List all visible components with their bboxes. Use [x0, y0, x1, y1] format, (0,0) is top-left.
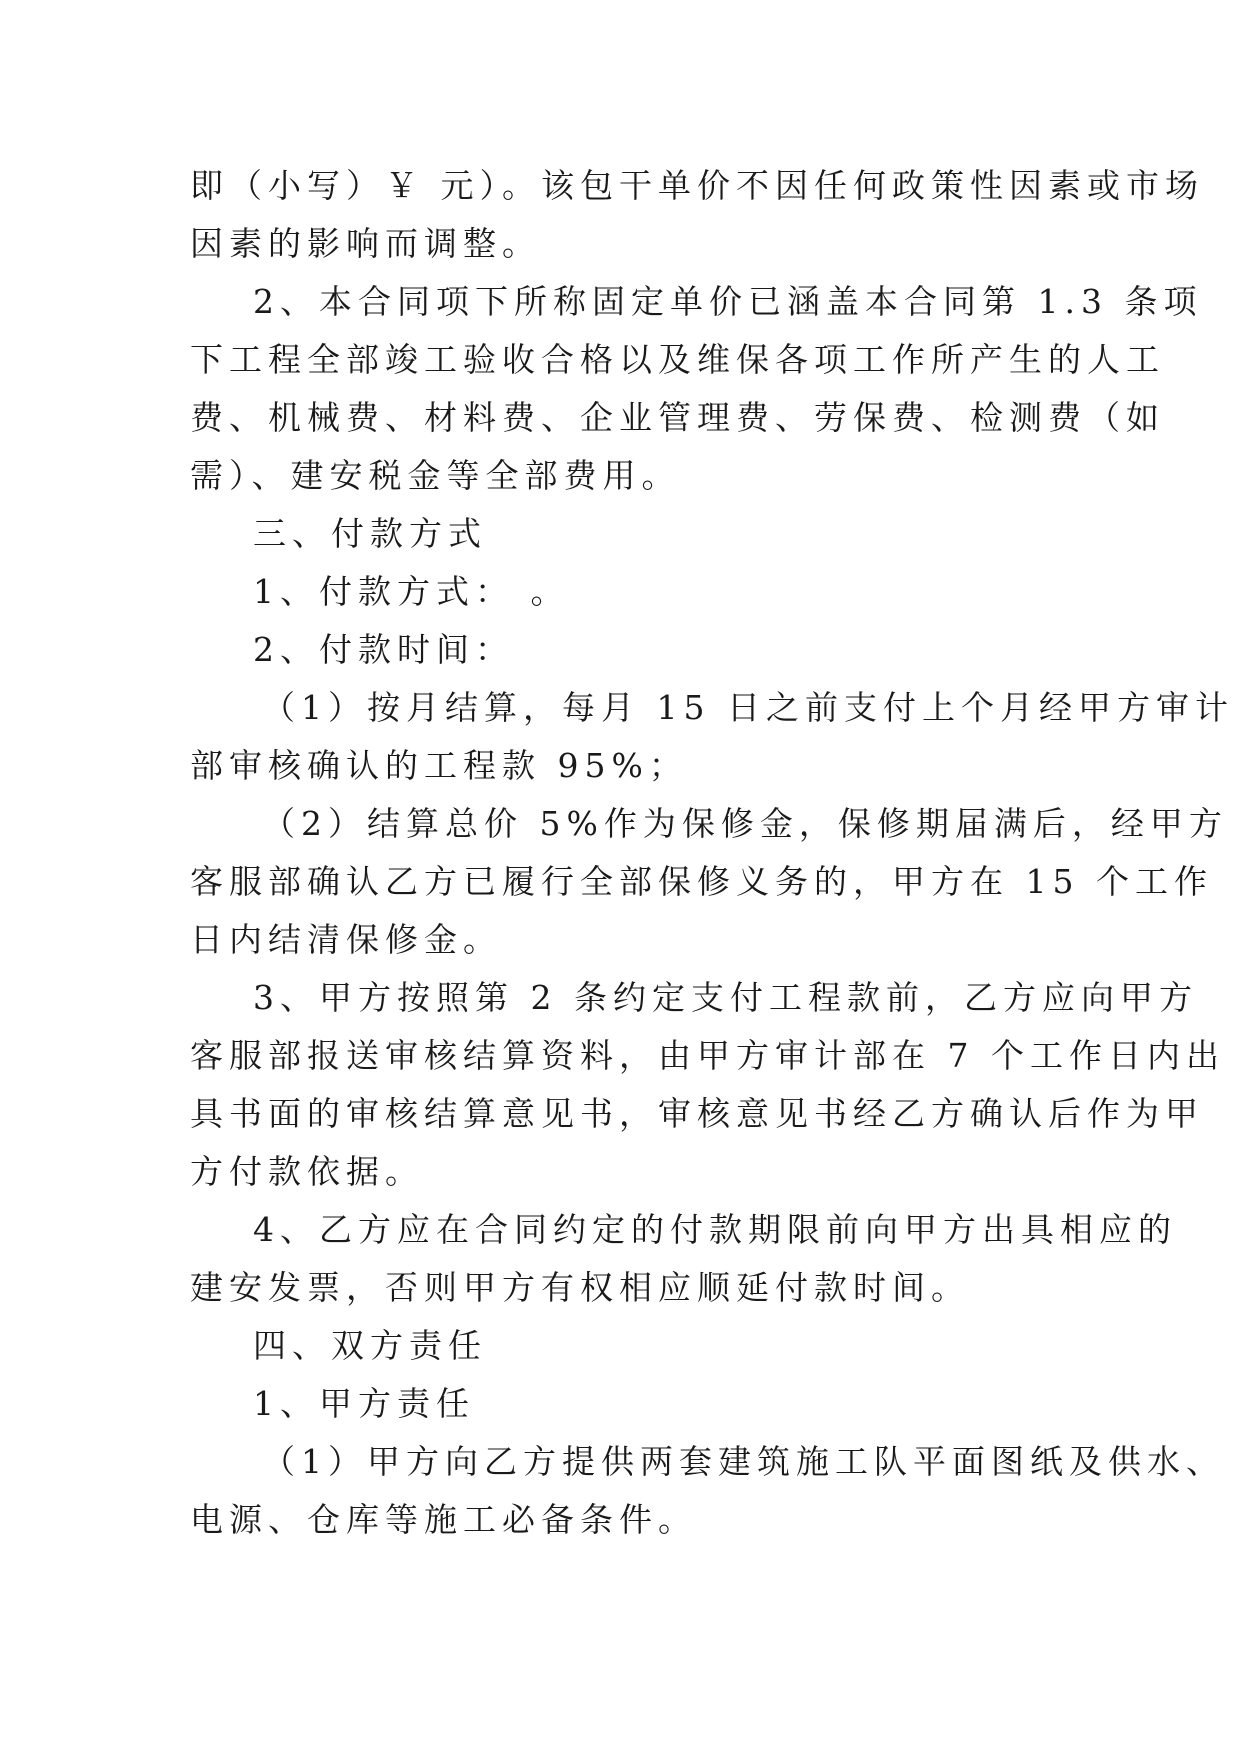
text-line: 因素的影响而调整。 — [190, 224, 541, 263]
text-line: 2、付款时间： — [253, 630, 514, 669]
text-line: 3、甲方按照第 2 条约定支付工程款前，乙方应向甲方 — [253, 978, 1198, 1017]
text-line: 1、甲方责任 — [253, 1384, 475, 1423]
text-line: 电源、仓库等施工必备条件。 — [190, 1500, 697, 1539]
text-line: 下工程全部竣工验收合格以及维保各项工作所产生的人工 — [190, 340, 1165, 379]
text-line: （1）按月结算，每月 15 日之前支付上个月经甲方审计 — [262, 688, 1234, 727]
text-line: 方付款依据。 — [190, 1152, 424, 1191]
text-line: 客服部确认乙方已履行全部保修义务的，甲方在 15 个工作 — [190, 862, 1213, 901]
text-line: 部审核确认的工程款 95%； — [190, 746, 688, 785]
text-line: （1）甲方向乙方提供两套建筑施工队平面图纸及供水、 — [262, 1442, 1225, 1481]
text-line: 建安发票，否则甲方有权相应顺延付款时间。 — [190, 1268, 970, 1307]
text-line: 费、机械费、材料费、企业管理费、劳保费、检测费（如 — [190, 398, 1165, 437]
section-heading: 三、付款方式 — [253, 514, 487, 553]
text-line: 4、乙方应在合同约定的付款期限前向甲方出具相应的 — [253, 1210, 1177, 1249]
text-line: 1、付款方式： 。 — [253, 572, 570, 611]
text-line: 具书面的审核结算意见书，审核意见书经乙方确认后作为甲 — [190, 1094, 1204, 1133]
text-line: 日内结清保修金。 — [190, 920, 502, 959]
section-heading: 四、双方责任 — [253, 1326, 487, 1365]
text-line: 即（小写）￥ 元）。该包干单价不因任何政策性因素或市场 — [190, 166, 1204, 205]
text-line: 客服部报送审核结算资料，由甲方审计部在 7 个工作日内出 — [190, 1036, 1225, 1075]
text-line: （2）结算总价 5%作为保修金，保修期届满后，经甲方 — [262, 804, 1228, 843]
text-line: 需）、建安税金等全部费用。 — [190, 456, 681, 495]
text-line: 2、本合同项下所称固定单价已涵盖本合同第 1.3 条项 — [253, 282, 1203, 321]
